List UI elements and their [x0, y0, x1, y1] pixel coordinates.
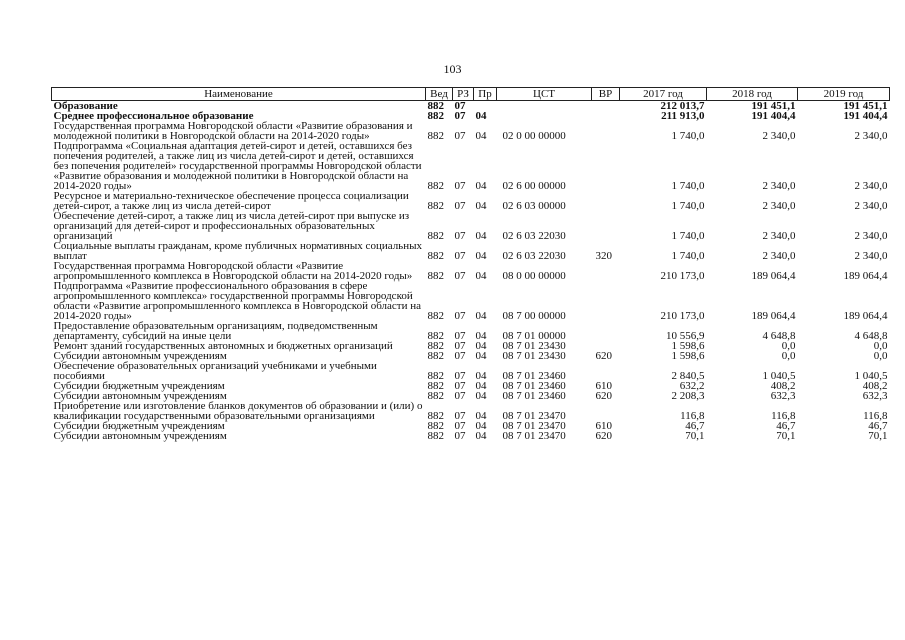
cell-rz: 07	[454, 430, 466, 442]
cell-y2019: 191 451,1	[843, 100, 888, 112]
header-cst: ЦСТ	[497, 88, 592, 101]
header-ved: Вед	[426, 88, 453, 101]
cell-y2019: 116,8	[863, 410, 888, 422]
table-row	[52, 261, 890, 281]
cell-y2018: 189 064,4	[751, 270, 796, 282]
cell-pr: 04	[475, 200, 487, 212]
cell-ved: 882	[427, 380, 444, 392]
cell-ved: 882	[427, 230, 444, 242]
cell-cst: 08 7 01 23430	[502, 350, 566, 362]
cell-y2018: 2 340,0	[762, 230, 796, 242]
cell-name: Государственная программа Новгородской области «Развитие агропромышленного комплекса в Новгородской области на 2014-2020 годы»	[53, 260, 413, 282]
cell-name: Подпрограмма «Развитие профессионального образования в сфере агропромышленного комплекса» государственной программы Новгородской области «Развитие агропромышленного комплекса в Новгородской области на 2014-2020 годы»	[53, 280, 422, 322]
cell-cst: 08 7 01 23470	[502, 430, 566, 442]
cell-pr: 04	[475, 130, 487, 142]
table-row	[52, 141, 890, 191]
cell-y2017: 46,7	[685, 420, 705, 432]
cell-name: Среднее профессиональное образование	[53, 110, 254, 122]
cell-pr: 04	[475, 110, 487, 122]
cell-y2018: 408,2	[770, 380, 796, 392]
cell-cst: 02 6 03 22030	[502, 230, 566, 242]
cell-name: Подпрограмма «Социальная адаптация детей-сирот и детей, оставшихся без попечения родителей, а также лиц из числа детей-сирот и детей, оставшихся без попечения родителей» государственной программы Новгородской области «Развитие образования и молодежной политики в Новгородской области на 2014-2020 годы»	[53, 140, 422, 192]
cell-y2017: 1 740,0	[671, 200, 705, 212]
cell-cst: 08 7 01 23460	[502, 390, 566, 402]
cell-cst: 08 7 01 23470	[502, 410, 566, 422]
cell-ved: 882	[427, 100, 444, 112]
cell-rz: 07	[454, 390, 466, 402]
cell-name: Государственная программа Новгородской области «Развитие образования и молодежной политики в Новгородской области на 2014-2020 годы»	[53, 120, 413, 142]
cell-y2018: 4 648,8	[762, 330, 796, 342]
cell-pr: 04	[475, 420, 487, 432]
cell-cst: 08 7 01 23460	[502, 370, 566, 382]
cell-pr: 04	[475, 330, 487, 342]
cell-y2019: 4 648,8	[854, 330, 888, 342]
cell-pr: 04	[475, 230, 487, 242]
cell-name: Социальные выплаты гражданам, кроме публичных нормативных социальных выплат	[53, 240, 422, 262]
cell-rz: 07	[454, 330, 466, 342]
cell-ved: 882	[427, 130, 444, 142]
cell-y2017: 2 840,5	[671, 370, 705, 382]
cell-pr: 04	[475, 430, 487, 442]
cell-y2018: 0,0	[781, 340, 796, 352]
cell-y2019: 2 340,0	[854, 250, 888, 262]
cell-name: Образование	[53, 100, 118, 112]
cell-ved: 882	[427, 410, 444, 422]
cell-y2019: 191 404,4	[843, 110, 888, 122]
cell-pr: 04	[475, 270, 487, 282]
cell-y2019: 632,3	[862, 390, 888, 402]
cell-y2017: 1 740,0	[671, 230, 705, 242]
cell-pr: 04	[475, 250, 487, 262]
cell-name: Субсидии автономным учреждениям	[53, 390, 227, 402]
cell-pr: 04	[475, 380, 487, 392]
page-number: 103	[443, 62, 462, 76]
cell-cst: 08 7 00 00000	[502, 310, 566, 322]
cell-cst: 08 0 00 00000	[502, 270, 566, 282]
cell-y2017: 70,1	[685, 430, 705, 442]
table-body	[52, 101, 890, 442]
cell-cst: 08 7 01 23460	[502, 380, 566, 392]
cell-y2017: 1 740,0	[671, 130, 705, 142]
cell-ved: 882	[427, 350, 444, 362]
cell-ved: 882	[427, 270, 444, 282]
cell-y2017: 116,8	[680, 410, 705, 422]
table-row	[52, 361, 890, 381]
cell-rz: 07	[454, 200, 466, 212]
cell-name: Субсидии бюджетным учреждениям	[53, 420, 225, 432]
cell-name: Ресурсное и материально-техническое обеспечение процесса социализации детей-сирот, а также лиц из числа детей-сирот	[53, 190, 409, 212]
cell-y2018: 2 340,0	[762, 180, 796, 192]
table-header-row	[52, 88, 890, 101]
cell-rz: 07	[454, 110, 466, 122]
cell-y2017: 2 208,3	[671, 390, 705, 402]
cell-name: Субсидии бюджетным учреждениям	[53, 380, 225, 392]
header-2017: 2017 год	[620, 88, 707, 101]
cell-y2017: 632,2	[679, 380, 705, 392]
cell-name: Приобретение или изготовление бланков документов об образовании и (или) о квалификации государственными образовательными организациями	[53, 400, 423, 422]
cell-rz: 07	[454, 130, 466, 142]
cell-vr: 620	[595, 350, 612, 362]
cell-y2017: 210 173,0	[660, 310, 705, 322]
cell-pr: 04	[475, 180, 487, 192]
cell-y2019: 2 340,0	[854, 130, 888, 142]
cell-name: Обеспечение детей-сирот, а также лиц из числа детей-сирот при выпуске из организаций для детей-сирот и профессиональных образовательных организаций	[53, 210, 410, 242]
cell-ved: 882	[427, 370, 444, 382]
cell-y2017: 1 740,0	[671, 250, 705, 262]
cell-y2019: 0,0	[873, 350, 888, 362]
cell-y2019: 189 064,4	[843, 270, 888, 282]
cell-cst: 02 0 00 00000	[502, 130, 566, 142]
cell-cst	[497, 101, 592, 112]
cell-rz: 07	[454, 230, 466, 242]
cell-name: Обеспечение образовательных организаций учебниками и учебными пособиями	[53, 360, 377, 382]
cell-ved: 882	[427, 200, 444, 212]
cell-rz: 07	[454, 370, 466, 382]
cell-y2018: 1 040,5	[762, 370, 796, 382]
cell-name: Субсидии автономным учреждениям	[53, 350, 227, 362]
header-vr: ВР	[592, 88, 620, 101]
cell-ved: 882	[427, 250, 444, 262]
table-row	[52, 121, 890, 141]
header-name: Наименование	[52, 88, 426, 101]
cell-vr	[592, 361, 620, 381]
cell-vr: 610	[595, 420, 612, 432]
cell-ved: 882	[427, 110, 444, 122]
table-row	[52, 401, 890, 421]
cell-rz: 07	[454, 180, 466, 192]
cell-pr: 04	[475, 310, 487, 322]
cell-y2017: 1 598,6	[671, 350, 705, 362]
cell-y2019: 2 340,0	[854, 180, 888, 192]
cell-y2018: 116,8	[771, 410, 796, 422]
cell-y2018: 189 064,4	[751, 310, 796, 322]
cell-y2017: 210 173,0	[660, 270, 705, 282]
cell-y2019: 46,7	[868, 420, 888, 432]
table-row	[52, 191, 890, 211]
cell-vr	[592, 111, 620, 121]
cell-cst: 02 6 03 22030	[502, 250, 566, 262]
budget-table	[51, 87, 890, 441]
table-row	[52, 281, 890, 321]
cell-y2019: 70,1	[868, 430, 888, 442]
cell-y2017: 1 598,6	[671, 340, 705, 352]
cell-pr: 04	[475, 340, 487, 352]
cell-rz: 07	[454, 100, 466, 112]
cell-cst: 08 7 01 23470	[502, 420, 566, 432]
table-row	[52, 321, 890, 341]
cell-pr: 04	[475, 410, 487, 422]
cell-y2017: 1 740,0	[671, 180, 705, 192]
cell-vr	[592, 101, 620, 112]
table-row	[52, 241, 890, 261]
cell-rz: 07	[454, 250, 466, 262]
cell-vr: 610	[595, 380, 612, 392]
cell-vr	[592, 401, 620, 421]
cell-y2019: 2 340,0	[854, 200, 888, 212]
cell-cst: 08 7 01 23430	[502, 340, 566, 352]
header-rz: РЗ	[453, 88, 474, 101]
cell-y2018: 46,7	[776, 420, 796, 432]
cell-y2017: 212 013,7	[660, 100, 705, 112]
cell-vr: 620	[595, 390, 612, 402]
cell-y2018: 2 340,0	[762, 200, 796, 212]
cell-rz: 07	[454, 340, 466, 352]
header-pr: Пр	[474, 88, 497, 101]
cell-pr: 04	[475, 390, 487, 402]
cell-rz: 07	[454, 270, 466, 282]
cell-y2018: 2 340,0	[762, 250, 796, 262]
cell-vr	[592, 211, 620, 241]
cell-cst: 08 7 01 00000	[502, 330, 566, 342]
header-2019: 2019 год	[798, 88, 890, 101]
cell-y2018: 0,0	[781, 350, 796, 362]
cell-cst: 02 6 03 00000	[502, 200, 566, 212]
cell-name: Субсидии автономным учреждениям	[53, 430, 227, 442]
cell-y2019: 2 340,0	[854, 230, 888, 242]
cell-vr	[592, 261, 620, 281]
cell-ved: 882	[427, 420, 444, 432]
table-row	[52, 431, 890, 441]
cell-y2017: 211 913,0	[661, 110, 705, 122]
cell-rz: 07	[454, 350, 466, 362]
cell-y2019: 1 040,5	[854, 370, 888, 382]
cell-name: Ремонт зданий государственных автономных и бюджетных организаций	[53, 340, 393, 352]
cell-vr	[592, 121, 620, 141]
cell-y2017: 10 556,9	[666, 330, 705, 342]
cell-vr	[592, 141, 620, 191]
cell-ved: 882	[427, 340, 444, 352]
cell-vr: 620	[595, 430, 612, 442]
header-2018: 2018 год	[707, 88, 798, 101]
cell-y2019: 0,0	[873, 340, 888, 352]
cell-vr: 320	[595, 250, 612, 262]
cell-rz: 07	[454, 380, 466, 392]
cell-vr	[592, 191, 620, 211]
cell-cst: 02 6 00 00000	[502, 180, 566, 192]
cell-ved: 882	[427, 310, 444, 322]
cell-y2018: 70,1	[776, 430, 796, 442]
cell-ved: 882	[427, 330, 444, 342]
cell-y2019: 408,2	[862, 380, 888, 392]
cell-cst	[497, 111, 592, 121]
cell-y2018: 2 340,0	[762, 130, 796, 142]
cell-ved: 882	[427, 180, 444, 192]
cell-y2018: 632,3	[770, 390, 796, 402]
cell-pr: 04	[475, 350, 487, 362]
cell-y2018: 191 404,4	[751, 110, 796, 122]
cell-y2019: 189 064,4	[843, 310, 888, 322]
cell-vr	[592, 281, 620, 321]
cell-vr	[592, 321, 620, 341]
cell-name: Предоставление образовательным организациям, подведомственным департаменту, субсидий на иные цели	[53, 320, 378, 342]
cell-ved: 882	[427, 390, 444, 402]
cell-ved: 882	[427, 430, 444, 442]
table-row	[52, 211, 890, 241]
cell-y2018: 191 451,1	[751, 100, 796, 112]
cell-pr: 04	[475, 370, 487, 382]
cell-rz: 07	[454, 420, 466, 432]
cell-rz: 07	[454, 310, 466, 322]
cell-rz: 07	[454, 410, 466, 422]
